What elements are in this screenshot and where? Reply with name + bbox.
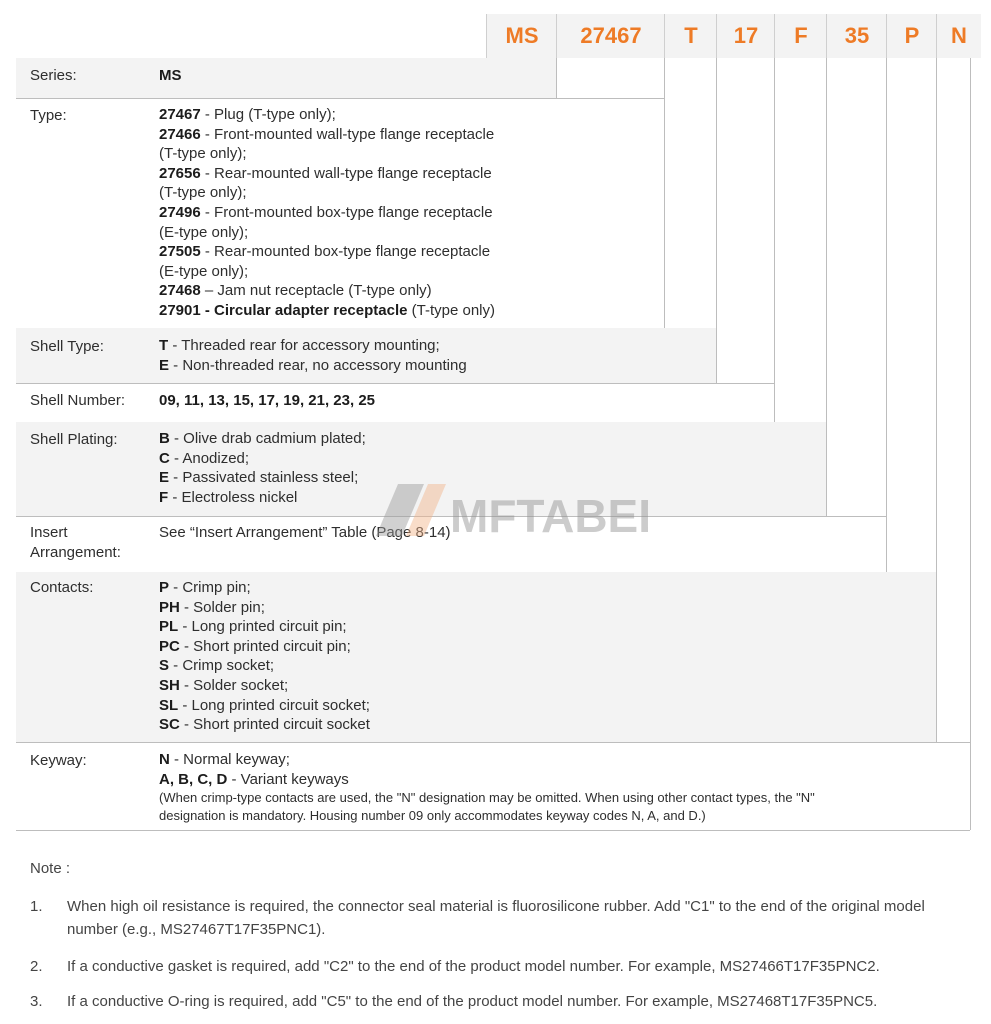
code-part-contacts: P (886, 14, 937, 58)
bracket-type (664, 58, 665, 328)
bracket-series (556, 58, 557, 98)
row-label: Type: (30, 107, 67, 124)
type-line: (E-type only); (159, 262, 249, 280)
note-title: Note : (30, 860, 71, 877)
row-shell-type (16, 328, 716, 383)
note-number: 3. (30, 993, 43, 1010)
row-value: N - Normal keyway; A, B, C, D - Variant keyways (When crimp-type contacts are used, the "N" designation may be omitted. When using other contact types, the "N" designation is mandatory. Housing number 09 only accommodates keyway codes N, A, and D.) (159, 750, 959, 824)
row-value: 09, 11, 13, 15, 17, 19, 21, 23, 25 (159, 392, 376, 409)
row-label: Shell Type: (30, 338, 104, 355)
keyway-footnote: designation is mandatory. Housing number 09 only accommodates keyway codes N, A, and D.) (159, 807, 706, 823)
note-item (30, 955, 960, 978)
row-value: B - Olive drab cadmium plated; C - Anodized; E - Passivated stainless steel; F - Electroless nickel (159, 430, 366, 506)
row-value: T - Threaded rear for accessory mounting; E - Non-threaded rear, no accessory mounting (159, 337, 467, 374)
row-value: P - Crimp pin; PH - Solder pin; PL - Long printed circuit pin; PC - Short printed circuit pin; S - Crimp socket; SH - Solder socket; SL - Long printed circuit socket; SC - Short printed circuit socket (159, 579, 370, 734)
type-line: (E-type only); (159, 223, 249, 241)
row-keyway (16, 742, 970, 830)
type-line: 27656 - Rear-mounted wall-type flange receptacle (159, 164, 492, 182)
row-label: Insert Arrangement: (30, 524, 121, 561)
code-part-insert: 35 (826, 14, 887, 58)
type-line: 27467 - Plug (T-type only); (159, 106, 336, 123)
row-label: Series: (30, 67, 77, 84)
bracket-plating (826, 58, 827, 516)
row-value: See “Insert Arrangement” Table (Page 8-14) (159, 524, 451, 541)
row-shell-plating (16, 422, 826, 516)
note-number: 2. (30, 958, 43, 975)
code-part-keyway: N (936, 14, 981, 58)
type-line: 27468 – Jam nut receptacle (T-type only) (159, 282, 432, 300)
type-line: 27466 - Front-mounted wall-type flange receptacle (159, 125, 495, 143)
keyway-footnote: (When crimp-type contacts are used, the "N" designation may be omitted. When using other contact types, the "N" (159, 790, 815, 806)
note-text: If a conductive gasket is required, add "C2" to the end of the product model number. For example, MS27466T17F35PNC2. (67, 958, 880, 975)
type-line: (T-type only); (159, 145, 247, 163)
type-line: 27901 - Circular adapter receptacle (T-type only) (159, 301, 495, 319)
type-line: 27505 - Rear-mounted box-type flange receptacle (159, 243, 491, 261)
code-part-shell-type: T (664, 14, 717, 58)
bracket-contacts (936, 58, 937, 742)
row-label: Shell Plating: (30, 431, 118, 448)
code-part-plating: F (774, 14, 827, 58)
code-part-ms: MS (486, 14, 557, 58)
svg-text:MFTABEE: MFTABEE (450, 490, 648, 542)
row-series (16, 58, 556, 98)
row-value: MS (159, 67, 182, 84)
note-text: If a conductive O-ring is required, add "C5" to the end of the product model number. For example, MS27468T17F35PNC5. (67, 993, 878, 1010)
note-item (30, 895, 960, 941)
code-part-shell-number: 17 (716, 14, 775, 58)
table-bottom-rule (16, 830, 970, 831)
note-number: 1. (30, 898, 43, 915)
row-shell-number (16, 383, 774, 422)
code-part-type: 27467 (556, 14, 665, 58)
row-label: Shell Number: (30, 392, 126, 409)
row-contacts (16, 572, 936, 742)
type-line: (T-type only); (159, 184, 247, 202)
bracket-keyway (970, 58, 971, 830)
row-label: Keyway: (30, 752, 87, 769)
note-text: When high oil resistance is required, the connector seal material is fluorosilicone rubber. Add "C1" to the end of the original model number (e.g., MS27467T17F35PNC1). (67, 898, 925, 938)
row-insert-arrangement (16, 516, 886, 572)
bracket-shell-type (716, 58, 717, 383)
type-line: 27496 - Front-mounted box-type flange receptacle (159, 203, 493, 221)
note-item (30, 990, 960, 1013)
bracket-shell-number (774, 58, 775, 422)
row-type (16, 98, 664, 328)
row-label: Contacts: (30, 579, 94, 596)
bracket-insert (886, 58, 887, 572)
row-value (159, 105, 659, 321)
